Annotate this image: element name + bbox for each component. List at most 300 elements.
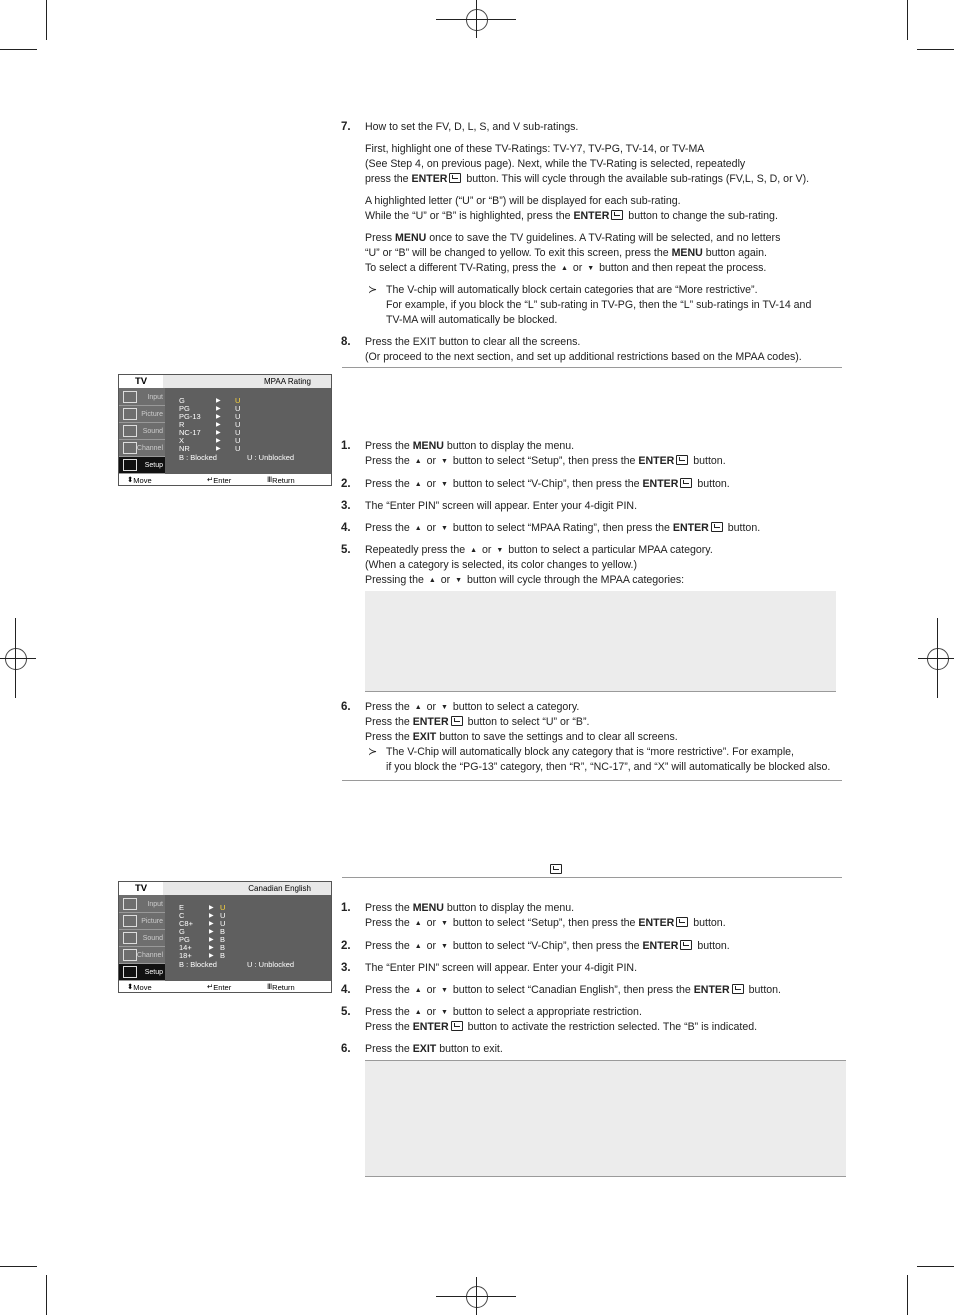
step-number: 8.: [341, 336, 351, 348]
arrow-right-icon: ▶: [209, 921, 214, 927]
menu-item-picture[interactable]: [119, 406, 165, 423]
rating-row[interactable]: [179, 952, 249, 960]
down-arrow-icon: ▼: [440, 1009, 448, 1016]
text-run: button to exit.: [439, 1043, 503, 1055]
text-line: Press the EXIT button to clear all the screens.: [365, 336, 581, 348]
step-number: 3.: [341, 962, 351, 974]
up-arrow-icon: ▲: [414, 525, 422, 532]
return-hint: Ⅲ Return: [267, 982, 295, 992]
text-run: While the “U” or “B” is highlighted, press the: [365, 210, 571, 222]
paragraph: [365, 194, 855, 224]
rating-state: B: [220, 935, 226, 944]
sound-icon: [123, 932, 137, 944]
text-run: button to change the sub-rating.: [628, 210, 778, 222]
text-run: Press the: [365, 731, 410, 743]
text-line: [365, 730, 845, 745]
rating-label: PG: [179, 935, 190, 944]
menu-key-label: MENU: [412, 440, 444, 452]
text-line: [365, 939, 845, 954]
text-line: (See Step 4, on previous page). Next, while the TV-Rating is selected, repeatedly: [365, 158, 746, 170]
text-run: button.: [697, 940, 730, 952]
rating-state: U: [235, 444, 241, 453]
text-run: Press the: [365, 984, 410, 996]
arrow-right-icon: ▶: [216, 406, 221, 412]
rating-state: U: [235, 428, 241, 437]
rating-label: PG: [179, 404, 190, 413]
text-line: The V-Chip will automatically block any category that is “more restrictive”. For example,: [386, 746, 795, 758]
up-arrow-icon: ▲: [470, 547, 478, 554]
crop-mark: [436, 1296, 516, 1297]
rating-state: U: [220, 919, 226, 928]
legend-unblocked: U : Unblocked: [247, 453, 295, 462]
picture-icon: [123, 915, 137, 927]
text-line: [365, 715, 845, 730]
text-run: Press: [365, 232, 393, 244]
step-text: [365, 939, 845, 954]
exit-key-label: EXIT: [412, 1043, 437, 1055]
step-number: 4.: [341, 522, 351, 534]
step-number: 4.: [341, 984, 351, 996]
rating-state: B: [220, 927, 226, 936]
text-run: To select a different TV-Rating, press the: [365, 262, 556, 274]
text-line: [365, 521, 845, 536]
down-arrow-icon: ▼: [496, 547, 504, 554]
down-arrow-icon: ▼: [440, 458, 448, 465]
rating-label: X: [179, 436, 185, 445]
menu-item-setup[interactable]: [119, 964, 165, 981]
input-icon: [123, 898, 137, 910]
down-arrow-icon: ▼: [587, 265, 595, 272]
crop-mark: [918, 658, 954, 659]
text-run: or: [572, 262, 583, 274]
down-arrow-icon: ▼: [440, 987, 448, 994]
text-run: button to select “Canadian English”, then press the: [452, 984, 691, 996]
step-number: 1.: [341, 902, 351, 914]
enter-icon: [680, 940, 692, 950]
menu-item-label: Input: [147, 901, 163, 908]
rating-row[interactable]: [179, 920, 249, 928]
input-icon: [123, 391, 137, 403]
return-hint: Ⅲ Return: [267, 475, 295, 485]
text-run: button to select a category.: [452, 701, 580, 713]
step-text: [365, 521, 845, 536]
step-text: [365, 439, 845, 469]
arrow-right-icon: ▶: [209, 937, 214, 943]
rating-row[interactable]: [179, 904, 249, 912]
text-run: or: [426, 701, 437, 713]
paragraph: [365, 231, 855, 276]
menu-sidebar: [119, 895, 165, 980]
enter-key-label: ENTER: [638, 455, 675, 467]
paragraph: [365, 142, 855, 187]
step-number: 2.: [341, 478, 351, 490]
registration-mark-icon: [466, 9, 488, 31]
enter-hint: ↵ Enter: [207, 982, 232, 992]
step-text: The “Enter PIN” screen will appear. Enter your 4-digit PIN.: [365, 500, 638, 512]
text-run: Press the: [365, 917, 410, 929]
legend-unblocked: U : Unblocked: [247, 960, 295, 969]
text-run: press the: [365, 173, 409, 185]
text-line: The V-chip will automatically block certain categories that are “More restrictive”.: [386, 284, 758, 296]
enter-key-label: ENTER: [411, 173, 448, 185]
text-line: First, highlight one of these TV-Ratings: TV-Y7, TV-PG, TV-14, or TV-MA: [365, 143, 705, 155]
menu-item-label: Picture: [141, 918, 163, 925]
text-run: Press the: [365, 902, 410, 914]
enter-label: Enter: [213, 983, 232, 992]
menu-item-sound[interactable]: [119, 930, 165, 947]
channel-icon: [123, 949, 137, 961]
crop-mark: [917, 49, 954, 50]
menu-item-label: Channel: [136, 445, 163, 452]
text-run: or: [426, 940, 437, 952]
enter-key-label: ENTER: [642, 478, 679, 490]
setup-icon: [123, 966, 137, 978]
text-run: Press the: [365, 440, 410, 452]
down-arrow-icon: ▼: [440, 704, 448, 711]
text-line: [365, 543, 845, 558]
text-line: [365, 246, 855, 261]
text-run: Press the: [365, 940, 410, 952]
text-line: [365, 209, 855, 224]
rating-label: 18+: [179, 951, 192, 960]
text-run: or: [481, 544, 492, 556]
move-label: Move: [133, 983, 152, 992]
text-run: Pressing the: [365, 574, 424, 586]
up-arrow-icon: ▲: [414, 704, 422, 711]
note-icon: ≻: [368, 746, 378, 758]
text-run: or: [426, 478, 437, 490]
menu-tv-label: TV: [135, 376, 148, 387]
down-arrow-icon: ▼: [440, 943, 448, 950]
menu-tv-label: TV: [135, 883, 148, 894]
registration-mark-icon: [5, 648, 27, 670]
step-number: 5.: [341, 544, 351, 556]
text-line: [365, 901, 845, 916]
tv-menu-screen: [118, 881, 332, 993]
arrow-right-icon: ▶: [209, 913, 214, 919]
legend-row: [179, 454, 319, 462]
picture-icon: [123, 408, 137, 420]
arrow-right-icon: ▶: [216, 430, 221, 436]
menu-key-label: MENU: [412, 902, 444, 914]
text-line: [365, 983, 845, 998]
text-line: [365, 1042, 845, 1057]
tv-menu-screen: [118, 374, 332, 486]
enter-icon: [732, 984, 744, 994]
step-text: [365, 700, 845, 745]
note-icon: ≻: [368, 284, 378, 296]
arrow-right-icon: ▶: [216, 438, 221, 444]
menu-item-label: Input: [147, 394, 163, 401]
menu-item-input[interactable]: [119, 896, 165, 913]
up-arrow-icon: ▲: [428, 577, 436, 584]
step-text: [365, 543, 845, 588]
text-run: button to display the menu.: [446, 902, 575, 914]
step-text: [365, 477, 845, 492]
text-run: button will cycle through the MPAA categories:: [467, 574, 685, 586]
text-run: button to save the settings and to clear all screens.: [439, 731, 678, 743]
menu-title: Canadian English: [248, 884, 311, 893]
down-arrow-icon: ▼: [440, 920, 448, 927]
paragraph: [365, 335, 845, 365]
menu-header: [119, 375, 331, 388]
rating-state: B: [220, 951, 226, 960]
text-run: button to select “V-Chip”, then press the: [452, 478, 640, 490]
rating-label: G: [179, 927, 185, 936]
text-line: (Or proceed to the next section, and set up additional restrictions based on the MPAA codes).: [365, 351, 802, 363]
crop-mark: [46, 1275, 47, 1315]
enter-key-label: ENTER: [573, 210, 610, 222]
menu-item-label: Channel: [136, 952, 163, 959]
rating-state: U: [220, 903, 226, 912]
down-arrow-icon: ▼: [455, 577, 463, 584]
menu-item-label: Setup: [144, 462, 163, 469]
enter-key-label: ENTER: [638, 917, 675, 929]
legend-blocked: B : Blocked: [179, 453, 217, 462]
enter-icon: [451, 1021, 463, 1031]
step-number: 3.: [341, 500, 351, 512]
text-line: [365, 1005, 845, 1020]
text-run: or: [426, 522, 437, 534]
enter-key-label: ENTER: [642, 940, 679, 952]
crop-mark: [0, 49, 37, 50]
text-run: Press the: [365, 522, 410, 534]
step-text: The “Enter PIN” screen will appear. Enter your 4-digit PIN.: [365, 962, 638, 974]
rating-row[interactable]: [179, 445, 249, 453]
down-arrow-icon: ▼: [440, 525, 448, 532]
return-label: Return: [272, 476, 295, 485]
text-line: if you block the “PG-13” category, then “R”, “NC-17”, and “X” will automatically be blocked also.: [386, 761, 831, 773]
text-line: [365, 1020, 845, 1035]
arrow-right-icon: ▶: [209, 945, 214, 951]
arrow-right-icon: ▶: [216, 398, 221, 404]
step-number: 1.: [341, 440, 351, 452]
rating-label: 14+: [179, 943, 192, 952]
text-line: [365, 477, 845, 492]
rating-state: B: [220, 943, 226, 952]
text-run: button again.: [705, 247, 767, 259]
move-hint: ⬍ Move: [127, 982, 152, 992]
return-label: Return: [272, 983, 295, 992]
menu-header: [119, 882, 331, 895]
rating-label: NR: [179, 444, 190, 453]
up-arrow-icon: ▲: [560, 265, 568, 272]
text-run: button to select “V-Chip”, then press the: [452, 940, 640, 952]
text-line: TV-MA will automatically be blocked.: [386, 314, 558, 326]
arrow-right-icon: ▶: [216, 422, 221, 428]
menu-sidebar: [119, 388, 165, 473]
text-run: button to select “Setup”, then press the: [452, 917, 636, 929]
menu-item-channel[interactable]: [119, 440, 165, 457]
text-run: Press the: [365, 716, 410, 728]
crop-mark: [0, 658, 36, 659]
text-run: or: [426, 917, 437, 929]
text-run: Press the: [365, 701, 410, 713]
menu-item-picture[interactable]: [119, 913, 165, 930]
step-text: [365, 1042, 845, 1057]
menu-item-sound[interactable]: [119, 423, 165, 440]
enter-label: Enter: [213, 476, 232, 485]
rating-state: U: [235, 436, 241, 445]
text-run: Press the: [365, 1021, 410, 1033]
step-number: 5.: [341, 1006, 351, 1018]
menu-title: MPAA Rating: [264, 377, 311, 386]
text-run: Press the: [365, 1043, 410, 1055]
text-run: once to save the TV guidelines. A TV-Rating will be selected, and no letters: [429, 232, 781, 244]
text-run: button.: [693, 917, 726, 929]
text-run: button.: [693, 455, 726, 467]
menu-key-label: MENU: [395, 232, 427, 244]
enter-icon: [611, 210, 623, 220]
text-run: or: [440, 574, 451, 586]
enter-hint: ↵ Enter: [207, 475, 232, 485]
step-number: 6.: [341, 701, 351, 713]
arrow-right-icon: ▶: [209, 905, 214, 911]
crop-mark: [907, 0, 908, 40]
enter-key-label: ENTER: [412, 716, 449, 728]
step-number: 7.: [341, 121, 351, 133]
text-run: Press the: [365, 455, 410, 467]
divider: [342, 877, 842, 878]
menu-footer: [119, 474, 331, 485]
text-run: button.: [727, 522, 761, 534]
text-run: or: [426, 455, 437, 467]
up-arrow-icon: ▲: [414, 481, 422, 488]
step-text: [365, 983, 845, 998]
text-run: Press the: [365, 1006, 410, 1018]
rating-state: U: [235, 412, 241, 421]
text-run: button and then repeat the process.: [599, 262, 767, 274]
text-line: [365, 700, 845, 715]
text-run: button to select “MPAA Rating”, then press the: [452, 522, 670, 534]
text-run: button to activate the restriction selected. The “B” is indicated.: [467, 1021, 758, 1033]
enter-icon: [680, 478, 692, 488]
rating-label: PG-13: [179, 412, 201, 421]
note: [386, 745, 856, 775]
crop-mark: [0, 1266, 37, 1267]
move-label: Move: [133, 476, 152, 485]
crop-mark: [907, 1275, 908, 1315]
step-number: 2.: [341, 940, 351, 952]
enter-key-label: ENTER: [693, 984, 730, 996]
text-run: button to select a appropriate restriction.: [452, 1006, 642, 1018]
legend-blocked: B : Blocked: [179, 960, 217, 969]
text-run: Repeatedly press the: [365, 544, 466, 556]
text-line: [365, 261, 855, 276]
text-line: [365, 573, 845, 588]
up-arrow-icon: ▲: [414, 458, 422, 465]
menu-item-setup[interactable]: [119, 457, 165, 474]
menu-item-label: Sound: [142, 935, 163, 942]
divider: [342, 780, 842, 781]
text-line: [365, 439, 845, 454]
divider: [342, 367, 842, 368]
text-line: (When a category is selected, its color changes to yellow.): [365, 559, 638, 571]
step-number: 6.: [341, 1043, 351, 1055]
text-run: button to select “Setup”, then press the: [452, 455, 636, 467]
text-run: or: [426, 984, 437, 996]
up-arrow-icon: ▲: [414, 1009, 422, 1016]
registration-mark-icon: [927, 648, 949, 670]
enter-icon: [449, 173, 461, 183]
rating-label: G: [179, 396, 185, 405]
arrow-right-icon: ▶: [209, 953, 214, 959]
info-box: [365, 1060, 846, 1177]
text-run: button.: [697, 478, 730, 490]
move-hint: ⬍ Move: [127, 475, 152, 485]
rating-state: U: [235, 396, 241, 405]
sound-icon: [123, 425, 137, 437]
menu-footer: [119, 981, 331, 992]
menu-item-label: Sound: [142, 428, 163, 435]
menu-item-label: Picture: [141, 411, 163, 418]
rating-label: C8+: [179, 919, 193, 928]
legend-row: [179, 961, 319, 969]
text-run: Press the: [365, 478, 410, 490]
registration-mark-icon: [466, 1286, 488, 1308]
step-text: [365, 901, 845, 931]
menu-item-label: Setup: [144, 969, 163, 976]
arrow-right-icon: ▶: [216, 414, 221, 420]
crop-mark: [917, 1266, 954, 1267]
enter-icon: [676, 917, 688, 927]
step-text: [365, 1005, 845, 1035]
enter-icon: [711, 522, 723, 532]
crop-mark: [46, 0, 47, 40]
note: [386, 283, 856, 328]
rating-label: R: [179, 420, 185, 429]
up-arrow-icon: ▲: [414, 943, 422, 950]
rating-label: C: [179, 911, 185, 920]
rating-state: U: [235, 404, 241, 413]
enter-icon: [451, 716, 463, 726]
menu-item-input[interactable]: [119, 389, 165, 406]
rating-state: U: [235, 420, 241, 429]
rating-state: U: [220, 911, 226, 920]
up-arrow-icon: ▲: [414, 987, 422, 994]
text-line: A highlighted letter (“U” or “B”) will be displayed for each sub-rating.: [365, 195, 681, 207]
text-run: button to display the menu.: [446, 440, 575, 452]
setup-icon: [123, 459, 137, 471]
exit-key-label: EXIT: [412, 731, 437, 743]
crop-mark: [436, 19, 516, 20]
arrow-right-icon: ▶: [216, 446, 221, 452]
arrow-right-icon: ▶: [209, 929, 214, 935]
channel-icon: [123, 442, 137, 454]
up-arrow-icon: ▲: [414, 920, 422, 927]
step-text: How to set the FV, D, L, S, and V sub-ratings.: [365, 121, 579, 133]
enter-icon: [676, 455, 688, 465]
enter-key-label: ENTER: [412, 1021, 449, 1033]
text-run: button. This will cycle through the available sub-ratings (FV,L, S, D, or V).: [466, 173, 810, 185]
text-run: button to select a particular MPAA category.: [508, 544, 713, 556]
rating-label: E: [179, 903, 185, 912]
enter-icon: [550, 864, 562, 874]
text-line: For example, if you block the “L” sub-rating in TV-PG, then the “L” sub-ratings in TV-14 and: [386, 299, 812, 311]
text-line: [365, 231, 855, 246]
text-run: or: [426, 1006, 437, 1018]
text-run: button.: [748, 984, 781, 996]
menu-item-channel[interactable]: [119, 947, 165, 964]
rating-label: NC-17: [179, 428, 201, 437]
down-arrow-icon: ▼: [440, 481, 448, 488]
text-run: button to select “U” or “B”.: [467, 716, 590, 728]
text-line: [365, 172, 855, 187]
text-line: [365, 454, 845, 469]
enter-key-label: ENTER: [672, 522, 709, 534]
mpaa-category-box: [365, 591, 836, 692]
text-run: “U” or “B” will be changed to yellow. To exit this screen, press the: [365, 247, 669, 259]
